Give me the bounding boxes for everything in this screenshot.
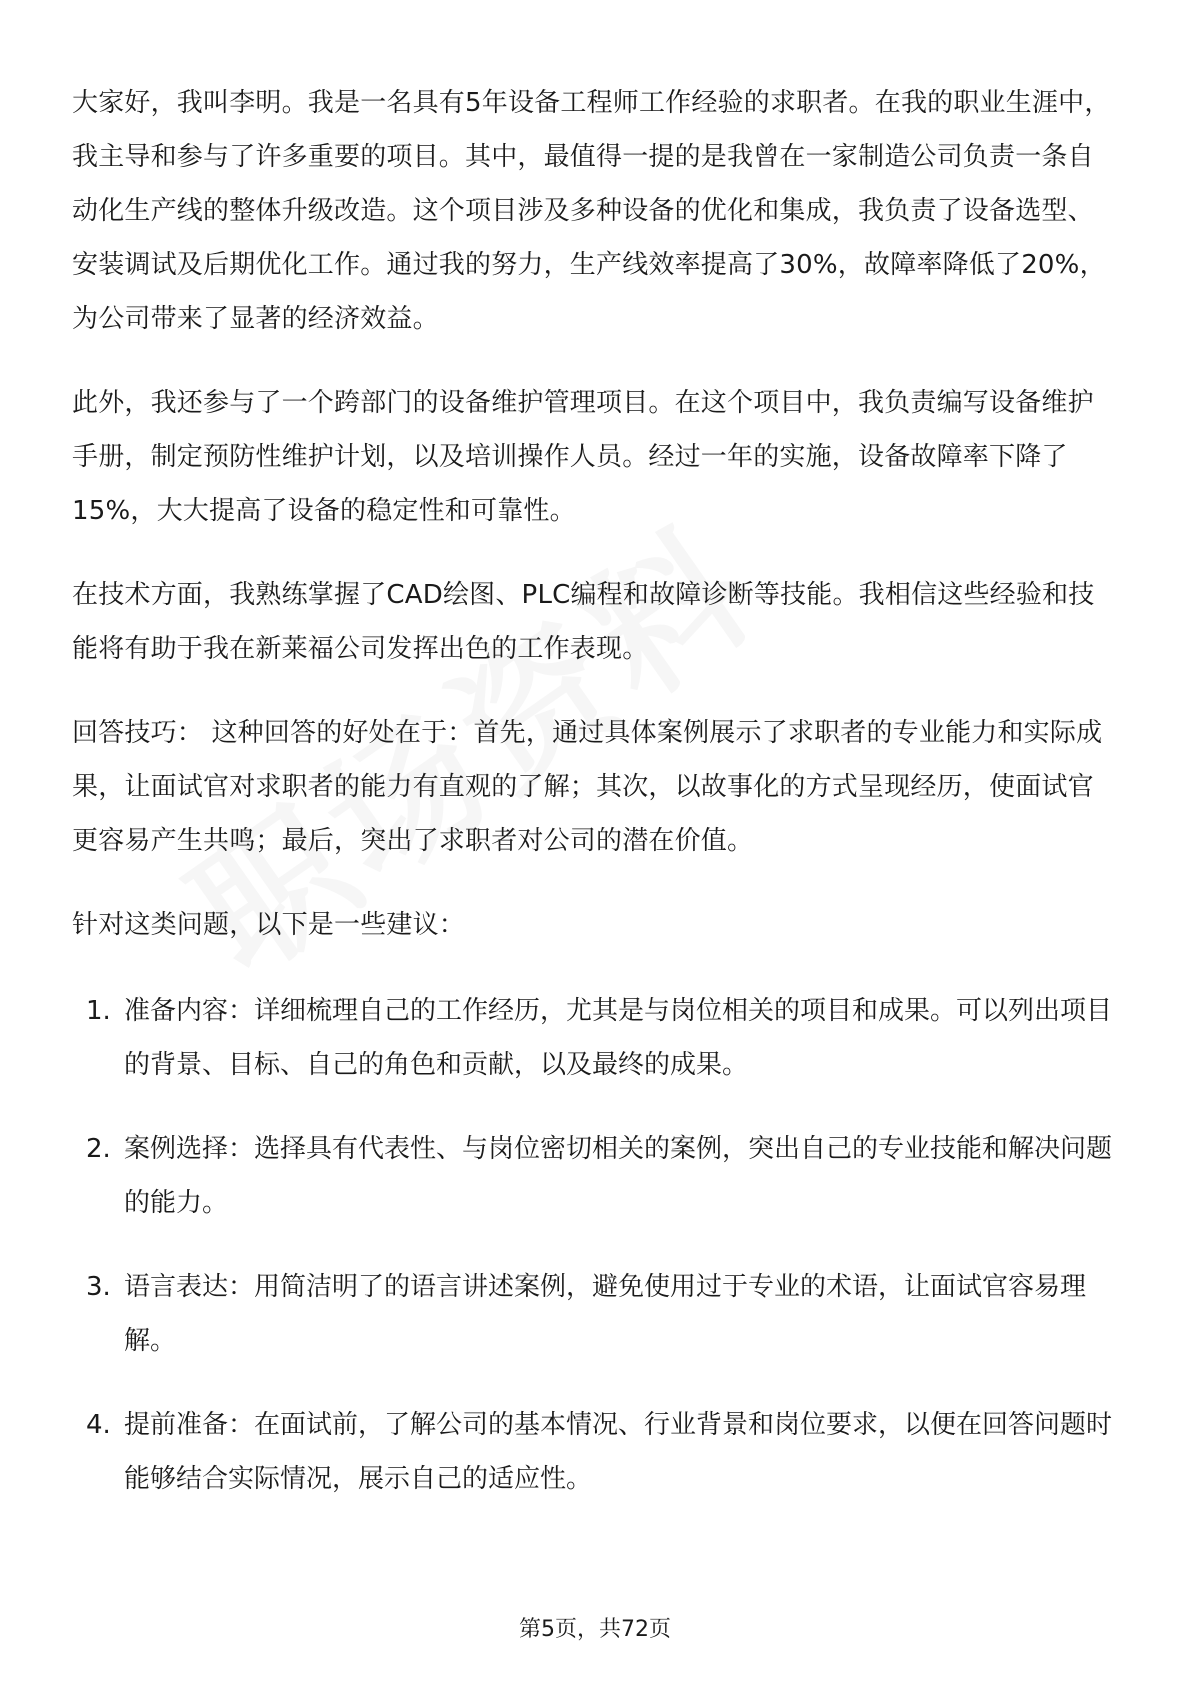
list-item-number: 1. <box>86 996 111 1026</box>
list-item-text: 提前准备：在面试前，了解公司的基本情况、行业背景和岗位要求，以便在回答问题时能够结合实际情况，展示自己的适应性。 <box>124 1410 1113 1494</box>
paragraph-answer-tips: 回答技巧： 这种回答的好处在于：首先，通过具体案例展示了求职者的专业能力和实际成果，让面试官对求职者的能力有直观的了解；其次，以故事化的方式呈现经历，使面试官更容易产生共鸣；最后，突出了求职者对公司的潜在价值。 <box>72 718 1103 856</box>
paragraph-maintenance-project: 此外，我还参与了一个跨部门的设备维护管理项目。在这个项目中，我负责编写设备维护手册，制定预防性维护计划，以及培训操作人员。经过一年的实施，设备故障率下降了15%，大大提高了设备的稳定性和可靠性。 <box>72 388 1094 526</box>
list-item-number: 3. <box>86 1272 111 1302</box>
list-item-text: 准备内容：详细梳理自己的工作经历，尤其是与岗位相关的项目和成果。可以列出项目的背景、目标、自己的角色和贡献，以及最终的成果。 <box>124 996 1113 1080</box>
paragraph-suggestions-lead: 针对这类问题，以下是一些建议： <box>72 910 466 940</box>
list-item-text: 案例选择：选择具有代表性、与岗位密切相关的案例，突出自己的专业技能和解决问题的能力。 <box>124 1134 1113 1218</box>
list-item-number: 4. <box>86 1410 111 1440</box>
page-footer: 第5页，共72页 <box>519 1617 671 1642</box>
list-item <box>72 984 1118 1092</box>
list-item-number: 2. <box>86 1134 111 1164</box>
list-item <box>72 1122 1118 1230</box>
list-item-text: 语言表达：用简洁明了的语言讲述案例，避免使用过于专业的术语，让面试官容易理解。 <box>124 1272 1087 1356</box>
paragraph-technical-skills: 在技术方面，我熟练掌握了CAD绘图、PLC编程和故障诊断等技能。我相信这些经验和技能将有助于我在新莱福公司发挥出色的工作表现。 <box>72 580 1095 664</box>
list-item <box>72 1260 1118 1368</box>
suggestions-list <box>72 984 1118 1506</box>
document-body <box>72 76 1118 1536</box>
paragraph-intro: 大家好，我叫李明。我是一名具有5年设备工程师工作经验的求职者。在我的职业生涯中，我主导和参与了许多重要的项目。其中，最值得一提的是我曾在一家制造公司负责一条自动化生产线的整体升级改造。这个项目涉及多种设备的优化和集成，我负责了设备选型、安装调试及后期优化工作。通过我的努力，生产线效率提高了30%，故障率降低了20%，为公司带来了显著的经济效益。 <box>72 88 1111 334</box>
list-item <box>72 1398 1118 1506</box>
